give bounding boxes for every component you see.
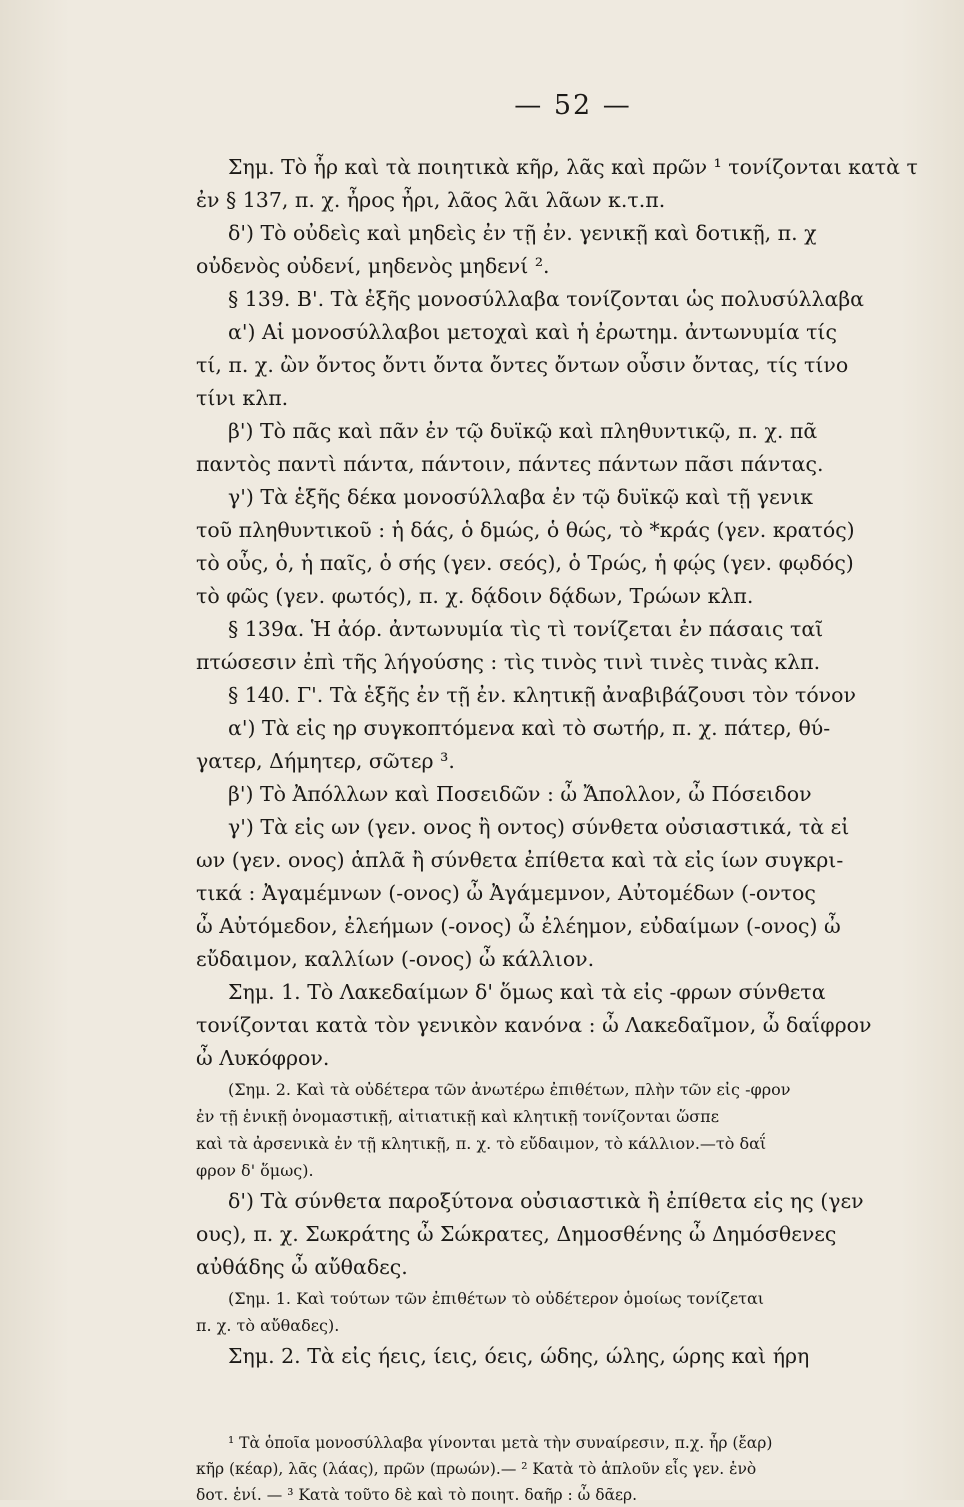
text-line: ὦ Λυκόφρον. bbox=[196, 1046, 330, 1070]
text-line: τί, π. χ. ὢν ὄντος ὄντι ὄντα ὄντες ὄντων οὖσιν ὄντας, τίς τίνο bbox=[196, 353, 849, 377]
text-line: τικά : Ἀγαμέμνων (-ονος) ὦ Ἀγάμεμνον, Αὐτομέδων (-οντος bbox=[196, 881, 816, 905]
text-line: πτώσεσιν ἐπὶ τῆς λήγούσης : τὶς τινὸς τινὶ τινὲς τινὰς κλπ. bbox=[196, 650, 821, 674]
text-line: γατερ, Δήμητερ, σῶτερ ³. bbox=[196, 749, 455, 773]
remark-line: (Σημ. 1. Καὶ τούτων τῶν ἐπιθέτων τὸ οὐδέτερον ὁμοίως τονίζεται bbox=[228, 1289, 765, 1308]
text-line: β') Τὸ Ἀπόλλων καὶ Ποσειδῶν : ὦ Ἄπολλον, ὦ Πόσειδον bbox=[228, 782, 812, 806]
text-line: τὸ οὖς, ὁ, ἡ παῖς, ὁ σής (γεν. σεός), ὁ Τρώς, ἡ φῴς (γεν. φῳδός) bbox=[196, 551, 854, 575]
text-line: Σημ. Τὸ ἦρ καὶ τὰ ποιητικὰ κῆρ, λᾶς καὶ πρῶν ¹ τονίζονται κατὰ τ bbox=[228, 155, 918, 179]
remark-line: φρον δ' ὅμως). bbox=[196, 1161, 314, 1180]
text-line: τοῦ πληθυντικοῦ : ἡ δάς, ὁ δμώς, ὁ θώς, τὸ *κράς (γεν. κρατός) bbox=[196, 518, 855, 542]
text-line: δ') Τὸ οὐδεὶς καὶ μηδεὶς ἐν τῇ ἐν. γενικῇ καὶ δοτικῇ, π. χ bbox=[228, 221, 817, 245]
text-line: τὸ φῶς (γεν. φωτός), π. χ. δᾴδοιν δᾴδων, Τρώων κλπ. bbox=[196, 584, 754, 608]
text-line: παντὸς παντὶ πάντα, πάντοιν, πάντες πάντων πᾶσι πάντας. bbox=[196, 452, 824, 476]
text-line: ων (γεν. ονος) ἁπλᾶ ἢ σύνθετα ἐπίθετα καὶ τὰ εἰς ίων συγκρι- bbox=[196, 848, 844, 872]
main-text bbox=[196, 151, 950, 1373]
text-line: τίνι κλπ. bbox=[196, 386, 289, 410]
text-line: ους), π. χ. Σωκράτης ὦ Σώκρατες, Δημοσθένης ὦ Δημόσθενες bbox=[196, 1222, 837, 1246]
remark-line: (Σημ. 2. Καὶ τὰ οὐδέτερα τῶν ἀνωτέρω ἐπιθέτων, πλὴν τῶν εἰς -φρον bbox=[228, 1080, 791, 1099]
text-line: δ') Τὰ σύνθετα παροξύτονα οὐσιαστικὰ ἢ ἐπίθετα εἰς ης (γεν bbox=[228, 1189, 864, 1213]
text-line: οὐδενὸς οὐδενί, μηδενὸς μηδενί ². bbox=[196, 254, 550, 278]
text-line: α') Τὰ εἰς ηρ συγκοπτόμενα καὶ τὸ σωτήρ, π. χ. πάτερ, θύ- bbox=[228, 716, 831, 740]
footnotes bbox=[196, 1431, 950, 1507]
text-line: γ') Τὰ ἑξῆς δέκα μονοσύλλαβα ἐν τῷ δυϊκῷ καὶ τῇ γενικ bbox=[228, 485, 814, 509]
text-line: ὦ Αὐτόμεδον, ἐλεήμων (-ονος) ὦ ἐλέημον, εὐδαίμων (-ονος) ὦ bbox=[196, 914, 841, 938]
text-line: Σημ. 2. Τὰ εἰς ήεις, ίεις, όεις, ώδης, ώλης, ώρης καὶ ήρη bbox=[228, 1344, 810, 1368]
footnote-line: κῆρ (κέαρ), λᾶς (λάας), πρῶν (πρωών).— ² Κατὰ τὸ ἁπλοῦν εἷς γεν. ἑνὸ bbox=[196, 1460, 757, 1478]
remark-block bbox=[196, 1077, 950, 1183]
section-heading-139a: § 139α. Ἡ ἀόρ. ἀντωνυμία τὶς τὶ τονίζεται ἐν πάσαις ταῖ bbox=[228, 617, 824, 641]
text-line: ἐν § 137, π. χ. ἦρος ἦρι, λᾶος λᾶι λᾶων κ.τ.π. bbox=[196, 188, 666, 212]
text-line: γ') Τὰ εἰς ων (γεν. ονος ἢ οντος) σύνθετα οὐσιαστικά, τὰ εἰ bbox=[228, 815, 850, 839]
text-line: εὔδαιμον, καλλίων (-ονος) ὦ κάλλιον. bbox=[196, 947, 595, 971]
remark-line: π. χ. τὸ αὔθαδες). bbox=[196, 1316, 340, 1335]
section-heading-140: § 140. Γ'. Τὰ ἑξῆς ἐν τῇ ἐν. κλητικῇ ἀναβιβάζουσι τὸν τόνον bbox=[228, 683, 856, 707]
remark-line: καὶ τὰ ἀρσενικὰ ἐν τῇ κλητικῇ, π. χ. τὸ εὔδαιμον, τὸ κάλλιον.—τὸ δαΐ bbox=[196, 1134, 767, 1153]
footnote-line: ¹ Τὰ ὁποῖα μονοσύλλαβα γίνονται μετὰ τὴν συναίρεσιν, π.χ. ἦρ (ἔαρ) bbox=[228, 1434, 773, 1452]
remark-block bbox=[196, 1286, 950, 1338]
page-number: — 52 — bbox=[514, 90, 632, 121]
text-line: α') Αἱ μονοσύλλαβοι μετοχαὶ καὶ ἡ ἐρωτημ. ἀντωνυμία τίς bbox=[228, 320, 837, 344]
text-line: β') Τὸ πᾶς καὶ πᾶν ἐν τῷ δυϊκῷ καὶ πληθυντικῷ, π. χ. πᾶ bbox=[228, 419, 818, 443]
text-line: αὐθάδης ὦ αὔθαδες. bbox=[196, 1255, 408, 1279]
section-heading-139: § 139. Β'. Τὰ ἑξῆς μονοσύλλαβα τονίζονται ὡς πολυσύλλαβα bbox=[228, 287, 865, 311]
footnote-line: δοτ. ἑνί. — ³ Κατὰ τοῦτο δὲ καὶ τὸ ποιητ. δαῆρ : ὦ δᾶερ. bbox=[196, 1486, 638, 1504]
text-line: τονίζονται κατὰ τὸν γενικὸν κανόνα : ὦ Λακεδαῖμον, ὦ δαΐφρον bbox=[196, 1013, 872, 1037]
remark-line: ἐν τῇ ἑνικῇ ὀνομαστικῇ, αἰτιατικῇ καὶ κλητικῇ τονίζονται ὥσπε bbox=[196, 1107, 719, 1126]
text-line: Σημ. 1. Τὸ Λακεδαίμων δ' ὅμως καὶ τὰ εἰς -φρων σύνθετα bbox=[228, 980, 826, 1004]
